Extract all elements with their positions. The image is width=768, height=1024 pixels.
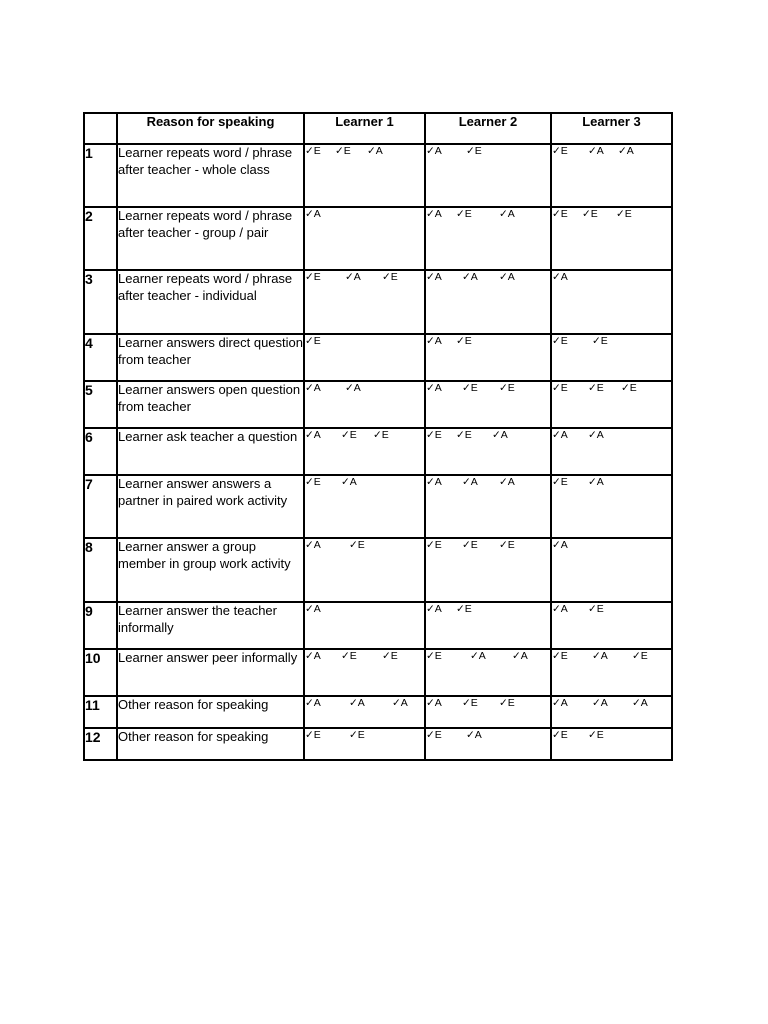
tick-marks xyxy=(552,335,671,349)
tick-mark: ✓E xyxy=(349,729,365,741)
tick-marks xyxy=(426,271,550,285)
tick-mark: ✓A xyxy=(349,697,365,709)
tick-mark: ✓A xyxy=(512,650,528,662)
learner-1-marks-cell xyxy=(304,381,425,428)
learner-3-marks-cell xyxy=(551,334,672,381)
learner-1-marks-cell xyxy=(304,728,425,760)
learner-2-marks-cell xyxy=(425,334,551,381)
table-row xyxy=(84,649,672,696)
tick-marks xyxy=(552,539,671,553)
header-number xyxy=(84,113,117,144)
tick-mark: ✓E xyxy=(552,145,568,157)
learner-3-marks-cell xyxy=(551,475,672,538)
table-row xyxy=(84,144,672,207)
learner-3-marks-cell xyxy=(551,381,672,428)
reason-cell: Learner ask teacher a question xyxy=(117,428,304,475)
tick-mark: ✓A xyxy=(499,208,515,220)
tick-mark: ✓A xyxy=(499,271,515,283)
learner-2-marks-cell xyxy=(425,381,551,428)
tick-marks xyxy=(426,208,550,222)
tick-mark: ✓E xyxy=(426,429,442,441)
table-row xyxy=(84,270,672,334)
learner-2-marks-cell xyxy=(425,475,551,538)
row-number: 9 xyxy=(84,602,117,649)
tick-mark: ✓A xyxy=(305,429,321,441)
tick-marks xyxy=(552,271,671,285)
table-row xyxy=(84,381,672,428)
learner-3-marks-cell xyxy=(551,428,672,475)
tick-marks xyxy=(305,476,424,490)
tick-mark: ✓E xyxy=(592,335,608,347)
learner-1-marks-cell xyxy=(304,428,425,475)
header-learner-2: Learner 2 xyxy=(425,113,551,144)
learner-1-marks-cell xyxy=(304,270,425,334)
tick-marks xyxy=(305,697,424,711)
tick-mark: ✓A xyxy=(426,382,442,394)
learner-1-marks-cell xyxy=(304,602,425,649)
tick-mark: ✓A xyxy=(305,208,321,220)
tick-marks xyxy=(305,145,424,159)
row-number: 3 xyxy=(84,270,117,334)
learner-2-marks-cell xyxy=(425,538,551,602)
tick-mark: ✓A xyxy=(305,697,321,709)
tick-mark: ✓A xyxy=(305,539,321,551)
reason-cell: Learner answer the teacher informally xyxy=(117,602,304,649)
row-number: 8 xyxy=(84,538,117,602)
table-row xyxy=(84,696,672,728)
tick-mark: ✓A xyxy=(552,603,568,615)
tick-mark: ✓A xyxy=(552,539,568,551)
learner-2-marks-cell xyxy=(425,696,551,728)
tick-mark: ✓A xyxy=(588,476,604,488)
reason-cell: Learner answers open question from teacher xyxy=(117,381,304,428)
tick-marks xyxy=(552,729,671,743)
learner-2-marks-cell xyxy=(425,144,551,207)
row-number: 7 xyxy=(84,475,117,538)
tick-mark: ✓A xyxy=(592,650,608,662)
tick-marks xyxy=(552,145,671,159)
tick-marks xyxy=(552,476,671,490)
tick-mark: ✓A xyxy=(305,603,321,615)
tick-marks xyxy=(305,603,424,617)
tick-mark: ✓A xyxy=(492,429,508,441)
tick-mark: ✓A xyxy=(588,145,604,157)
tick-mark: ✓A xyxy=(470,650,486,662)
tick-marks xyxy=(305,271,424,285)
reason-cell: Learner answer answers a partner in paired work activity xyxy=(117,475,304,538)
learner-1-marks-cell xyxy=(304,696,425,728)
tick-mark: ✓E xyxy=(341,650,357,662)
tick-mark: ✓E xyxy=(552,335,568,347)
row-number: 4 xyxy=(84,334,117,381)
learner-1-marks-cell xyxy=(304,475,425,538)
table-row xyxy=(84,728,672,760)
reason-cell: Learner answers direct question from teacher xyxy=(117,334,304,381)
tick-mark: ✓E xyxy=(552,729,568,741)
tick-mark: ✓E xyxy=(582,208,598,220)
learner-2-marks-cell xyxy=(425,207,551,270)
tick-mark: ✓E xyxy=(335,145,351,157)
tick-marks xyxy=(426,697,550,711)
tick-marks xyxy=(426,476,550,490)
tick-mark: ✓A xyxy=(618,145,634,157)
reason-cell: Learner repeats word / phrase after teacher - whole class xyxy=(117,144,304,207)
tick-mark: ✓E xyxy=(552,650,568,662)
header-row xyxy=(84,113,672,144)
tick-mark: ✓E xyxy=(456,429,472,441)
tick-marks xyxy=(426,335,550,349)
tick-mark: ✓E xyxy=(382,650,398,662)
tick-mark: ✓A xyxy=(426,603,442,615)
learner-3-marks-cell xyxy=(551,270,672,334)
tick-mark: ✓A xyxy=(345,271,361,283)
header-learner-1: Learner 1 xyxy=(304,113,425,144)
learner-3-marks-cell xyxy=(551,649,672,696)
tick-mark: ✓A xyxy=(552,271,568,283)
learner-1-marks-cell xyxy=(304,334,425,381)
learner-3-marks-cell xyxy=(551,728,672,760)
tick-marks xyxy=(552,429,671,443)
row-number: 6 xyxy=(84,428,117,475)
tick-marks xyxy=(552,697,671,711)
tick-mark: ✓A xyxy=(632,697,648,709)
tick-mark: ✓A xyxy=(367,145,383,157)
tick-mark: ✓E xyxy=(349,539,365,551)
tick-mark: ✓A xyxy=(345,382,361,394)
tick-marks xyxy=(552,603,671,617)
tick-mark: ✓A xyxy=(392,697,408,709)
row-number: 11 xyxy=(84,696,117,728)
learner-2-marks-cell xyxy=(425,728,551,760)
learner-3-marks-cell xyxy=(551,207,672,270)
tick-marks xyxy=(305,335,424,349)
tick-marks xyxy=(552,382,671,396)
speaking-observation-table xyxy=(83,112,673,761)
learner-3-marks-cell xyxy=(551,144,672,207)
tick-mark: ✓E xyxy=(462,382,478,394)
reason-cell: Other reason for speaking xyxy=(117,696,304,728)
tick-mark: ✓A xyxy=(305,650,321,662)
tick-mark: ✓A xyxy=(426,271,442,283)
tick-marks xyxy=(426,539,550,553)
tick-mark: ✓E xyxy=(456,603,472,615)
tick-marks xyxy=(305,208,424,222)
tick-mark: ✓A xyxy=(426,145,442,157)
tick-mark: ✓E xyxy=(588,729,604,741)
header-reason: Reason for speaking xyxy=(117,113,304,144)
tick-mark: ✓E xyxy=(632,650,648,662)
tick-mark: ✓E xyxy=(456,335,472,347)
tick-marks xyxy=(305,429,424,443)
learner-3-marks-cell xyxy=(551,602,672,649)
tick-mark: ✓A xyxy=(426,476,442,488)
tick-mark: ✓A xyxy=(462,476,478,488)
tick-marks xyxy=(426,729,550,743)
reason-cell: Other reason for speaking xyxy=(117,728,304,760)
table-body xyxy=(84,144,672,760)
learner-2-marks-cell xyxy=(425,602,551,649)
tick-marks xyxy=(305,729,424,743)
tick-marks xyxy=(426,650,550,664)
tick-mark: ✓E xyxy=(426,729,442,741)
tick-marks xyxy=(552,650,671,664)
tick-mark: ✓E xyxy=(426,539,442,551)
tick-mark: ✓E xyxy=(305,335,321,347)
tick-mark: ✓E xyxy=(462,697,478,709)
tick-mark: ✓E xyxy=(499,539,515,551)
table-row xyxy=(84,207,672,270)
learner-1-marks-cell xyxy=(304,649,425,696)
learner-2-marks-cell xyxy=(425,649,551,696)
learner-1-marks-cell xyxy=(304,207,425,270)
table-row xyxy=(84,602,672,649)
tick-mark: ✓E xyxy=(499,382,515,394)
tick-marks xyxy=(426,382,550,396)
tick-marks xyxy=(426,603,550,617)
row-number: 1 xyxy=(84,144,117,207)
tick-mark: ✓A xyxy=(426,208,442,220)
row-number: 5 xyxy=(84,381,117,428)
tick-mark: ✓E xyxy=(552,208,568,220)
reason-cell: Learner repeats word / phrase after teacher - group / pair xyxy=(117,207,304,270)
tick-mark: ✓A xyxy=(588,429,604,441)
tick-mark: ✓E xyxy=(305,476,321,488)
table-row xyxy=(84,538,672,602)
reason-cell: Learner repeats word / phrase after teacher - individual xyxy=(117,270,304,334)
tick-mark: ✓A xyxy=(462,271,478,283)
tick-mark: ✓E xyxy=(305,145,321,157)
tick-mark: ✓A xyxy=(426,335,442,347)
header-learner-3: Learner 3 xyxy=(551,113,672,144)
tick-mark: ✓A xyxy=(552,697,568,709)
row-number: 10 xyxy=(84,649,117,696)
tick-mark: ✓A xyxy=(305,382,321,394)
reason-cell: Learner answer a group member in group work activity xyxy=(117,538,304,602)
tick-mark: ✓E xyxy=(616,208,632,220)
tick-marks xyxy=(552,208,671,222)
tick-mark: ✓E xyxy=(305,271,321,283)
tick-mark: ✓A xyxy=(592,697,608,709)
tick-marks xyxy=(305,539,424,553)
tick-mark: ✓E xyxy=(462,539,478,551)
learner-3-marks-cell xyxy=(551,696,672,728)
tick-mark: ✓E xyxy=(341,429,357,441)
tick-mark: ✓A xyxy=(499,476,515,488)
tick-mark: ✓E xyxy=(588,382,604,394)
table-row xyxy=(84,428,672,475)
row-number: 2 xyxy=(84,207,117,270)
tick-mark: ✓E xyxy=(552,476,568,488)
tick-mark: ✓A xyxy=(466,729,482,741)
tick-mark: ✓E xyxy=(466,145,482,157)
tick-mark: ✓E xyxy=(499,697,515,709)
tick-mark: ✓A xyxy=(552,429,568,441)
tick-mark: ✓E xyxy=(621,382,637,394)
table-row xyxy=(84,475,672,538)
tick-mark: ✓E xyxy=(382,271,398,283)
tick-marks xyxy=(426,145,550,159)
tick-mark: ✓E xyxy=(552,382,568,394)
tick-mark: ✓E xyxy=(588,603,604,615)
tick-marks xyxy=(305,650,424,664)
tick-mark: ✓E xyxy=(456,208,472,220)
tick-marks xyxy=(305,382,424,396)
tick-mark: ✓E xyxy=(373,429,389,441)
tick-mark: ✓A xyxy=(426,697,442,709)
learner-1-marks-cell xyxy=(304,538,425,602)
table-row xyxy=(84,334,672,381)
row-number: 12 xyxy=(84,728,117,760)
tick-marks xyxy=(426,429,550,443)
learner-2-marks-cell xyxy=(425,270,551,334)
tick-mark: ✓A xyxy=(341,476,357,488)
learner-1-marks-cell xyxy=(304,144,425,207)
learner-2-marks-cell xyxy=(425,428,551,475)
reason-cell: Learner answer peer informally xyxy=(117,649,304,696)
tick-mark: ✓E xyxy=(305,729,321,741)
tick-mark: ✓E xyxy=(426,650,442,662)
learner-3-marks-cell xyxy=(551,538,672,602)
